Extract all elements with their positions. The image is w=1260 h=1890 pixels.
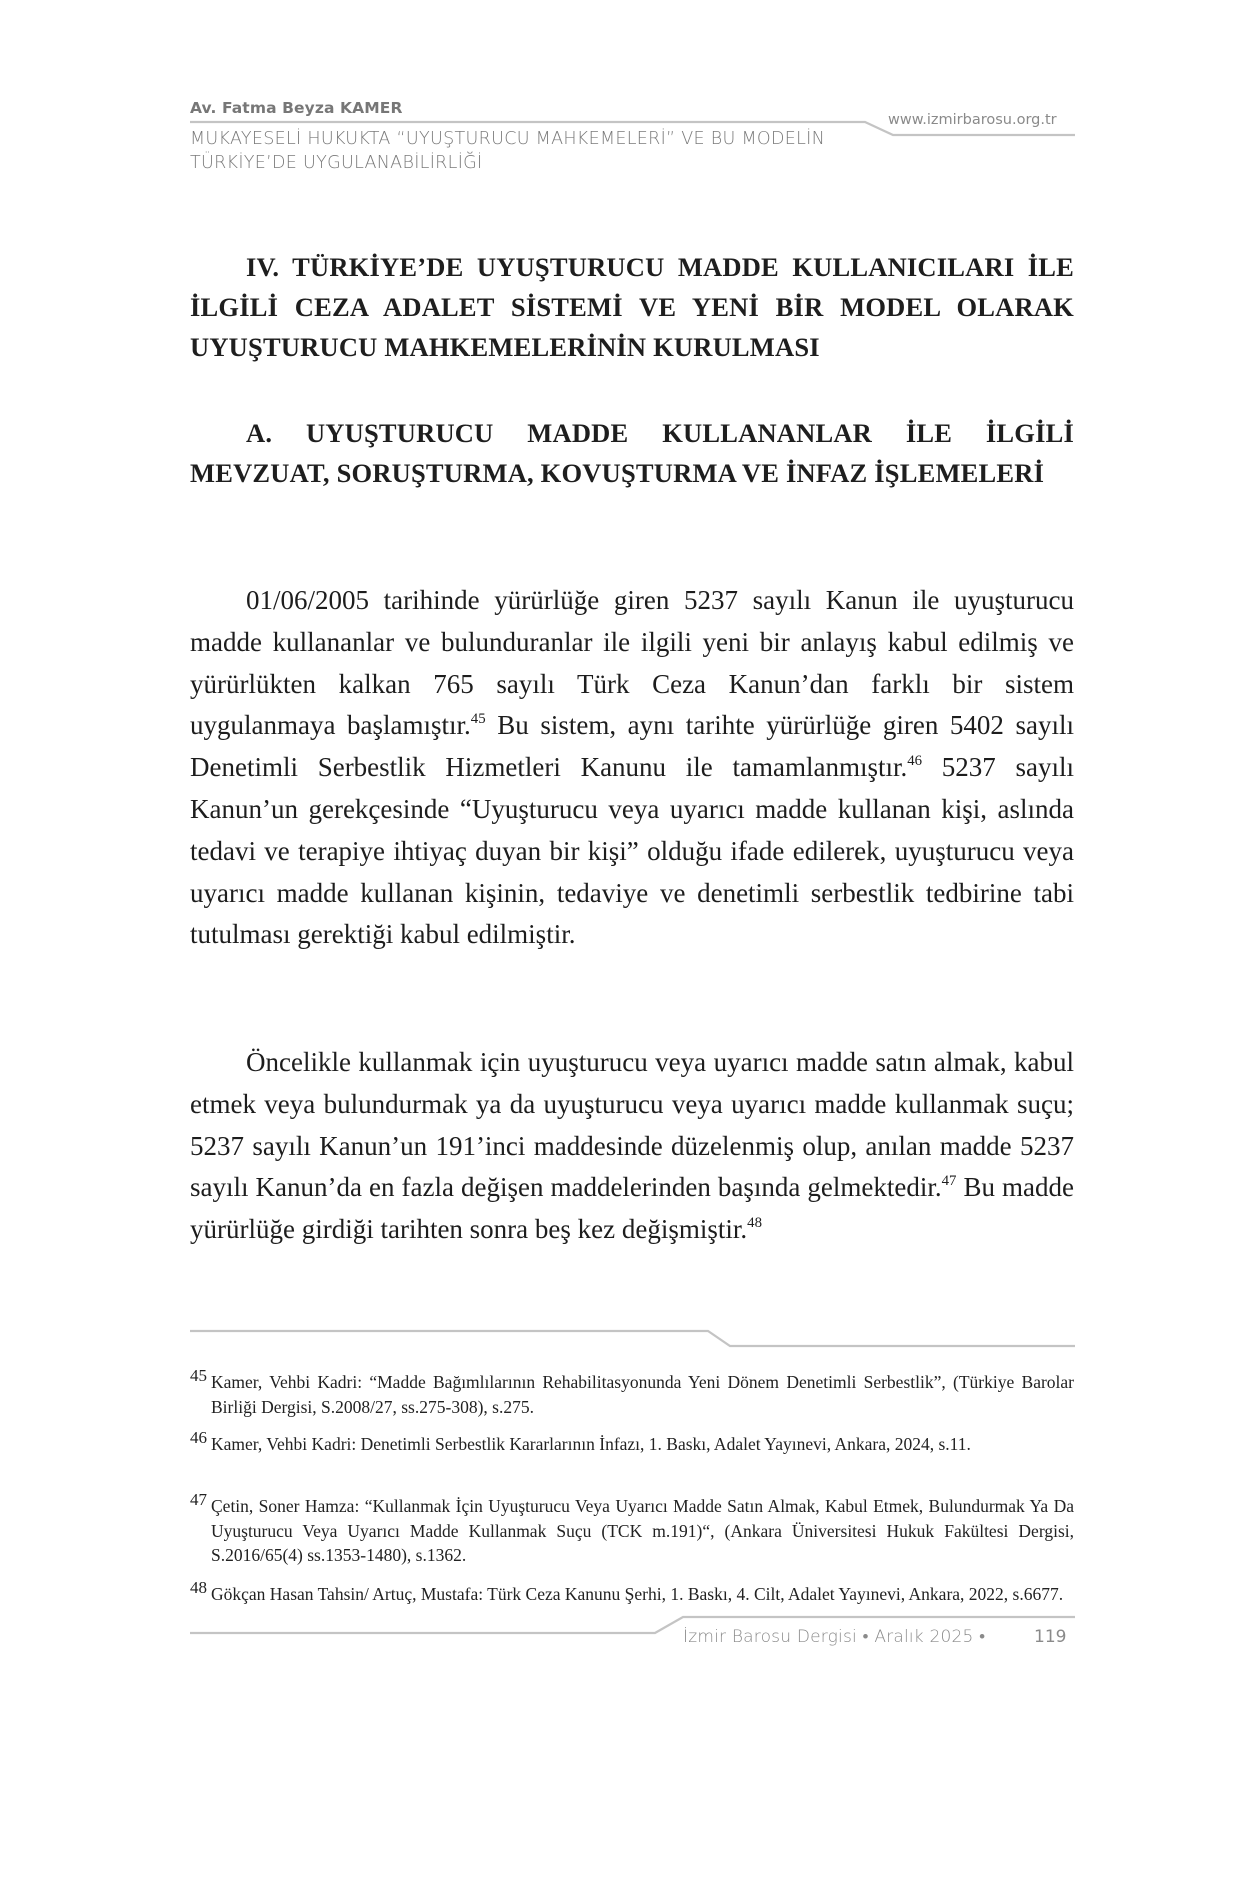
- footnote-48: [190, 1578, 1074, 1607]
- page-number: 119: [1034, 1627, 1067, 1647]
- footnote-ref-48[interactable]: 48: [747, 1215, 762, 1232]
- paragraph-text: 5237 sayılı Kanun’un gerekçesinde “Uyuşturucu veya uyarıcı madde kullanan kişi, aslında tedavi ve terapiye ihtiyaç duyan bir kişi” olduğu ifade edilerek, uyuşturucu veya uyarıcı madde kullanan kişinin, tedaviye ve denetimli serbestlik tedbirine tabi tutulması gerektiği kabul edilmiştir.: [190, 752, 1075, 950]
- footnote-separator-rule: [190, 1331, 1075, 1346]
- body-paragraph-2: [190, 1042, 1074, 1251]
- footnote-text: Kamer, Vehbi Kadri: Denetimli Serbestlik Kararlarının İnfazı, 1. Baskı, Adalet Yayınevi, Ankara, 2024, s.11.: [211, 1434, 971, 1454]
- footnote-number: 45: [190, 1366, 207, 1385]
- footnote-number: 46: [190, 1428, 207, 1447]
- footnote-ref-46[interactable]: 46: [907, 753, 923, 770]
- paragraph-text: Bu sistem, aynı tarihte yürürlüğe giren 5402 sayılı Denetimli Serbestlik Hizmetleri Kanunu ile tamamlanmıştır.: [190, 710, 1074, 783]
- section-heading-iv: IV. TÜRKİYE’DE UYUŞTURUCU MADDE KULLANICILARI İLE İLGİLİ CEZA ADALET SİSTEMİ VE YENİ BİR MODEL OLARAK UYUŞTURUCU MAHKEMELERİNİN KURULMASI: [190, 252, 1074, 362]
- paragraph-text: Bu madde yürürlüğe girdiği tarihten sonra beş kez değişmiştir.: [190, 1172, 1074, 1245]
- running-header-author: Av. Fatma Beyza KAMER: [190, 99, 403, 117]
- footnote-text: Gökçan Hasan Tahsin/ Artuç, Mustafa: Türk Ceza Kanunu Şerhi, 1. Baskı, 4. Cilt, Adalet Yayınevi, Ankara, 2022, s.6677.: [211, 1584, 1064, 1604]
- footnote-47: [190, 1490, 1074, 1568]
- paragraph-text: Öncelikle kullanmak için uyuşturucu veya uyarıcı madde satın almak, kabul etmek veya bulundurmak ya da uyuşturucu veya uyarıcı madde kullanmak suçu; 5237 sayılı Kanun’un 191’inci maddesinde düzelenmiş olup, anılan madde 5237 sayılı Kanun’da en fazla değişen maddelerinden başında gelmektedir.: [190, 1047, 1074, 1203]
- footnote-45: [190, 1366, 1074, 1419]
- footnote-number: 47: [190, 1490, 207, 1509]
- footnote-ref-45[interactable]: 45: [470, 711, 486, 728]
- paragraph-text: 01/06/2005 tarihinde yürürlüğe giren 5237 sayılı Kanun ile uyuşturucu madde kullananlar ve bulunduranlar ile ilgili yeni bir anlayış kabul edilmiş ve yürürlükten kalkan 765 sayılı Türk Ceza Kanun’dan farklı bir sistem uygulanmaya başlamıştır.: [190, 585, 1074, 741]
- footnote-ref-47[interactable]: 47: [941, 1173, 957, 1190]
- subsection-heading-a: A. UYUŞTURUCU MADDE KULLANANLAR İLE İLGİLİ MEVZUAT, SORUŞTURMA, KOVUŞTURMA VE İNFAZ İŞLEMELERİ: [190, 418, 1074, 488]
- footnote-number: 48: [190, 1578, 207, 1597]
- footnote-text: Kamer, Vehbi Kadri: “Madde Bağımlılarının Rehabilitasyonunda Yeni Dönem Denetimli Serbestlik”, (Türkiye Barolar Birliği Dergisi, S.2008/27, ss.275-308), s.275.: [211, 1372, 1074, 1417]
- footnote-46: [190, 1428, 1074, 1457]
- running-footer-journal: İzmir Barosu Dergisi • Aralık 2025 •: [683, 1627, 986, 1647]
- running-header-website: www.izmirbarosu.org.tr: [888, 112, 1057, 128]
- footnote-text: Çetin, Soner Hamza: “Kullanmak İçin Uyuşturucu Veya Uyarıcı Madde Satın Almak, Kabul Etmek, Bulundurmak Ya Da Uyuşturucu Veya Uyarıcı Madde Kullanmak Suçu (TCK m.191)“, (Ankara Üniversitesi Hukuk Fakültesi Dergisi, S.2016/65(4) ss.1353-1480), s.1362.: [211, 1496, 1074, 1565]
- body-paragraph-1: [190, 580, 1074, 956]
- running-header-article-title: MUKAYESELİ HUKUKTA “UYUŞTURUCU MAHKEMELERİ” VE BU MODELİN TÜRKİYE’DE UYGULANABİLİRLİĞİ: [190, 129, 825, 173]
